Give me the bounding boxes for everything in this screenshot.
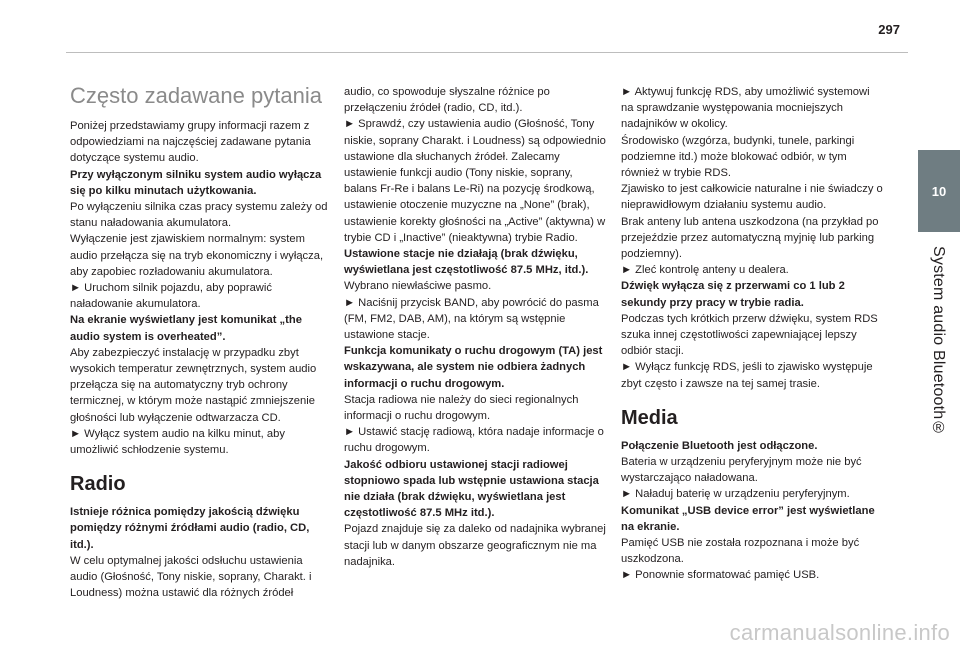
chapter-side-title (918, 246, 960, 606)
header-divider (66, 52, 908, 53)
faq-question: Na ekranie wyświetlany jest komunikat „the audio system is overheated”. (70, 314, 302, 343)
faq-question: Dźwięk wyłącza się z przerwami co 1 lub 2 sekundy przy pracy w trybie radia. (621, 280, 845, 309)
column-2-content (344, 84, 606, 570)
body-paragraph: W celu optymalnej jakości odsłuchu ustawienia audio (Głośność, Tony niskie, soprany, Charakt. i Loudness) można ustawić dla różnych źródeł (70, 554, 312, 600)
body-paragraph: ► Naładuj baterię w urządzeniu peryferyjnym. (621, 488, 850, 501)
faq-question: Komunikat „USB device error” jest wyświetlane na ekranie. (621, 504, 875, 533)
body-paragraph: Stacja radiowa nie należy do sieci regionalnych informacji o ruchu drogowym. (344, 393, 579, 423)
faq-question: Połączenie Bluetooth jest odłączone. (621, 439, 818, 452)
body-paragraph: ► Naciśnij przycisk BAND, aby powrócić do pasma (FM, FM2, DAB, AM), na którym są wstępnie ustawione stacje. (344, 296, 599, 342)
column-3-content (621, 84, 883, 584)
body-paragraph: ► Zleć kontrolę anteny u dealera. (621, 264, 789, 277)
page-title: Często zadawane pytania (70, 83, 322, 108)
body-paragraph: Podczas tych krótkich przerw dźwięku, system RDS szuka innej częstotliwości zapewniającej lepszy odbiór stacji. (621, 312, 878, 358)
body-paragraph: Aby zabezpieczyć instalację w przypadku zbyt wysokich temperatur zewnętrznych, system audio przełącza się na automatyczny tryb ochrony termicznej, w którym może nastąpić zmniejszenie głośności lub wyłączenie odtwarzacza CD. (70, 346, 317, 424)
chapter-number: 10 (931, 183, 947, 199)
body-paragraph: ► Wyłącz system audio na kilku minut, aby umożliwić schłodzenie systemu. (70, 427, 285, 457)
body-paragraph: Po wyłączeniu silnika czas pracy systemu zależy od stanu naładowania akumulatora. (70, 201, 328, 230)
column-1 (70, 82, 332, 601)
faq-question: Ustawione stacje nie działają (brak dźwięku, wyświetlana jest częstotliwość 87.5 MHz, itd.). (344, 248, 589, 277)
body-paragraph: Brak anteny lub antena uszkodzona (na przykład po przejeździe przez automatyczną myjnię lub parking podziemny). (621, 215, 879, 261)
section-heading: Media (621, 406, 678, 429)
watermark: carmanualsonline.info (729, 620, 950, 645)
body-paragraph: Bateria w urządzeniu peryferyjnym może nie być wystarczająco naładowana. (621, 456, 862, 485)
column-3 (621, 84, 883, 584)
chapter-title: System audio Bluetooth® (930, 246, 947, 437)
column-1-content (70, 118, 332, 601)
body-paragraph: ► Uruchom silnik pojazdu, aby poprawić naładowanie akumulatora. (70, 282, 272, 311)
body-paragraph: ► Aktywuj funkcję RDS, aby umożliwić systemowi na sprawdzanie występowania mocniejszych nadajników w okolicy. (621, 86, 870, 131)
body-paragraph: ► Ustawić stację radiową, która nadaje informacje o ruchu drogowym. (344, 426, 604, 455)
body-paragraph: Pojazd znajduje się za daleko od nadajnika wybranej stacji lub w danym obszarze geograficznym nie ma nadajnika. (344, 523, 606, 568)
body-paragraph: Wybrano niewłaściwe pasmo. (344, 280, 492, 293)
body-paragraph: ► Ponownie sformatować pamięć USB. (621, 569, 820, 582)
body-paragraph: Pamięć USB nie została rozpoznana i może być uszkodzona. (621, 537, 860, 566)
body-paragraph: Środowisko (wzgórza, budynki, tunele, parkingi podziemne itd.) może blokować odbiór, w tym również w trybie RDS. (621, 134, 855, 180)
body-paragraph: ► Wyłącz funkcję RDS, jeśli to zjawisko występuje zbyt często i zawsze na tej samej trasie. (621, 361, 873, 390)
body-paragraph: ► Sprawdź, czy ustawienia audio (Głośność, Tony niskie, soprany Charakt. i Loudness) są odpowiednio ustawione dla słuchanych źródeł. Zalecamy ustawienie funkcji audio (Tony niskie, soprany, balans Fr-Re i balans Le-Ri) na pozycję środkową, ustawienie otoczenie muzyczne na „None” (brak), ustawienie korekty głośności na „Active” (aktywna) w trybie CD i „Inactive” (nieaktywna) trybie Radio. (344, 118, 606, 244)
chapter-tab (918, 150, 960, 232)
faq-question: Funkcja komunikaty o ruchu drogowym (TA) jest wskazywana, ale system nie odbiera żadnych informacji o ruchu drogowym. (344, 345, 603, 390)
faq-question: Istnieje różnica pomiędzy jakością dźwięku pomiędzy różnymi źródłami audio (radio, CD, itd.). (70, 506, 310, 551)
column-2 (344, 84, 606, 570)
section-heading: Radio (70, 473, 126, 496)
body-paragraph: Poniżej przedstawiamy grupy informacji razem z odpowiedziami na najczęściej zadawane pytania dotyczące systemu audio. (70, 120, 311, 165)
body-paragraph: audio, co spowoduje słyszalne różnice po przełączeniu źródeł (radio, CD, itd.). (344, 86, 550, 115)
faq-question: Jakość odbioru ustawionej stacji radiowej stopniowo spada lub wstępnie ustawiona stacja nie działa (brak dźwięku, wyświetlana jest częstotliwość 87.5 MHz itd.). (344, 458, 599, 520)
faq-question: Przy wyłączonym silniku system audio wyłącza się po kilku minutach użytkowania. (70, 168, 322, 197)
body-paragraph: Wyłączenie jest zjawiskiem normalnym: system audio przełącza się na tryb ekonomiczny i wyłącza, aby zapobiec rozładowaniu akumulatora. (70, 233, 324, 278)
page-number: 297 (878, 22, 900, 37)
body-paragraph: Zjawisko to jest całkowicie naturalne i nie świadczy o nieprawidłowym działaniu systemu audio. (621, 183, 883, 212)
